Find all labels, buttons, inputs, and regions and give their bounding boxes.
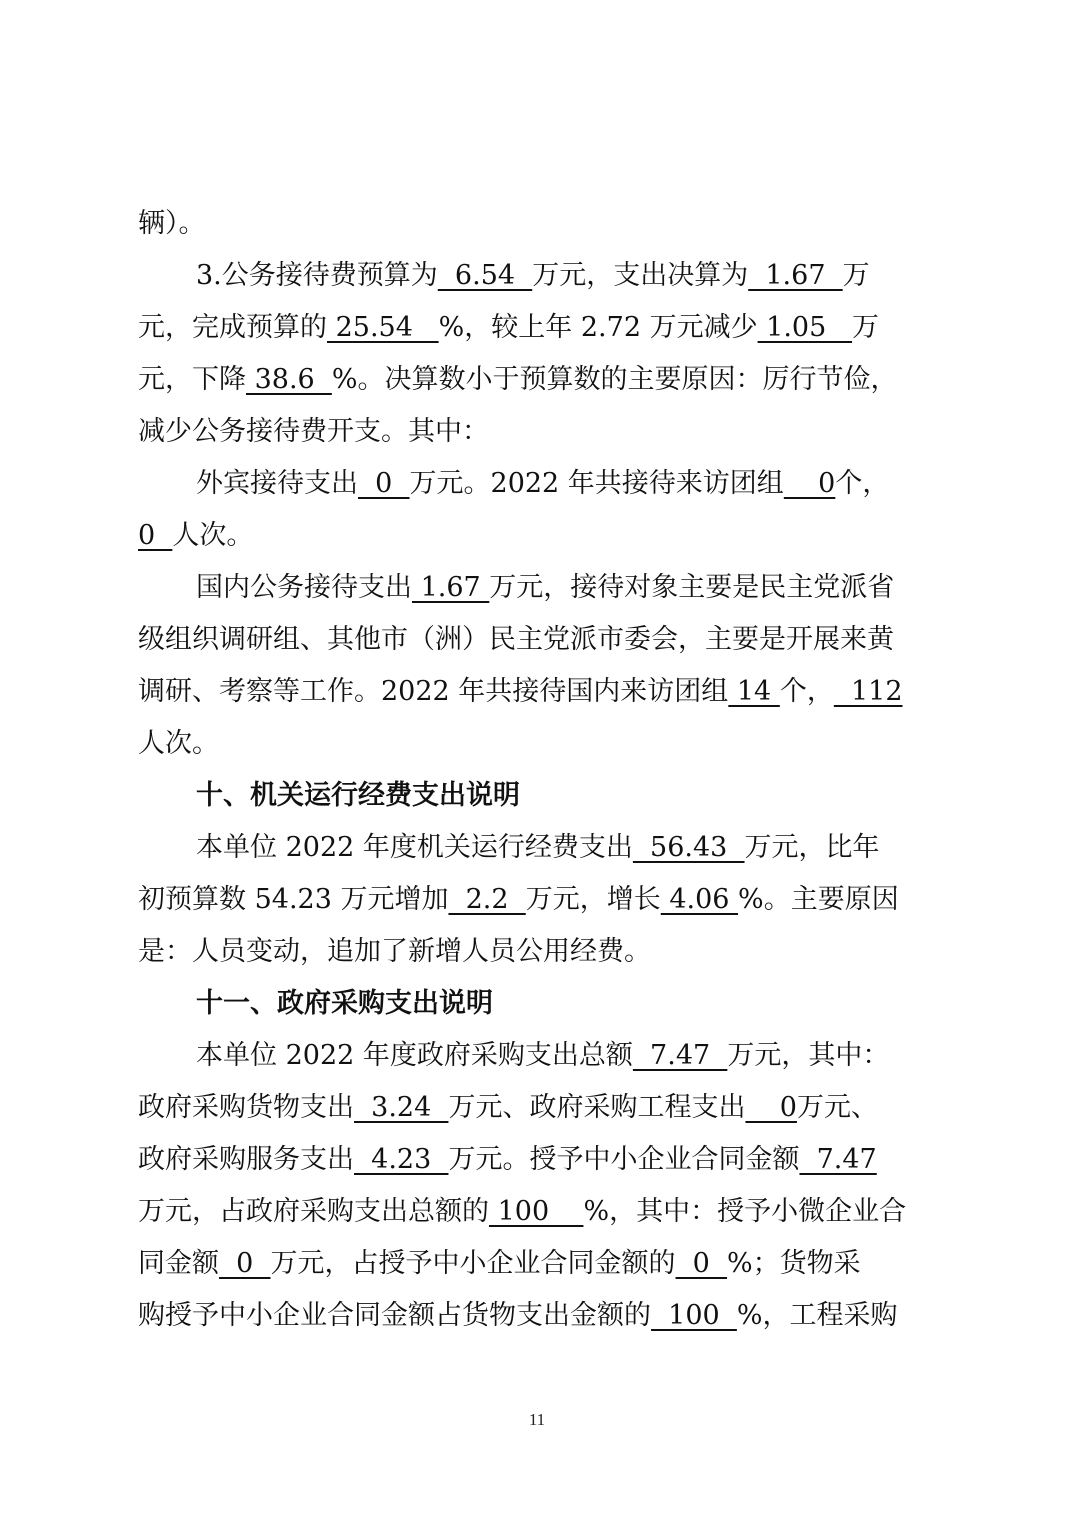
filled-value: 0 [783, 468, 836, 499]
text-line [138, 1030, 938, 1082]
text-segment: 万元，支出决算为 [532, 260, 749, 291]
text-segment: 万元，占政府采购支出总额的 [138, 1196, 489, 1227]
filled-value: 0 [138, 520, 173, 551]
text-line [138, 406, 938, 458]
text-segment: 万元，接待对象主要是民主党派省 [489, 572, 895, 603]
text-line [138, 510, 938, 562]
text-segment: 是：人员变动，追加了新增人员公用经费。 [138, 936, 651, 967]
page-number: 11 [528, 1410, 546, 1429]
text-segment: %。主要原因 [738, 884, 899, 915]
filled-value: 0 [219, 1248, 271, 1279]
text-segment: 万元，占授予中小企业合同金额的 [270, 1248, 676, 1279]
text-segment: 万元、 [796, 1092, 878, 1123]
text-segment: 调研、考察等工作。2022 年共接待国内来访团组 [138, 676, 729, 707]
text-segment: 政府采购货物支出 [138, 1092, 354, 1123]
filled-value: 7.47 [632, 1040, 728, 1071]
text-line [138, 1238, 938, 1290]
text-segment: 3.公务接待费预算为 [196, 260, 438, 291]
filled-value: 0 [675, 1248, 728, 1279]
filled-value: 4.23 [354, 1144, 449, 1175]
text-segment: 国内公务接待支出 [196, 572, 412, 603]
filled-value: 100 [489, 1196, 584, 1227]
text-segment: 同金额 [138, 1248, 219, 1279]
text-segment: 元，完成预算的 [138, 312, 327, 343]
text-segment: 人次。 [172, 520, 254, 551]
text-line [138, 198, 938, 250]
filled-value: 4.06 [660, 884, 739, 915]
filled-value: 0 [745, 1092, 797, 1123]
text-segment: 十、机关运行经费支出说明 [196, 780, 520, 811]
text-segment: 本单位 2022 年度机关运行经费支出 [196, 832, 633, 863]
filled-value: 112 [833, 676, 903, 707]
text-segment: 万元。2022 年共接待来访团组 [409, 468, 784, 499]
text-segment: 个， [779, 676, 834, 707]
text-segment: 万元。授予中小企业合同金额 [448, 1144, 800, 1175]
text-line [138, 562, 938, 614]
text-segment: 万元、政府采购工程支出 [448, 1092, 746, 1123]
filled-value: 2.2 [448, 884, 526, 915]
section-heading [138, 978, 938, 1030]
text-segment: %。决算数小于预算数的主要原因：厉行节俭， [331, 364, 898, 395]
text-line [138, 250, 938, 302]
text-segment: 万 [852, 312, 880, 343]
text-segment: 减少公务接待费开支。其中： [138, 416, 489, 447]
text-line [138, 458, 938, 510]
text-segment: 购授予中小企业合同金额占货物支出金额的 [138, 1300, 651, 1331]
filled-value: 1.67 [412, 572, 490, 603]
text-line [138, 926, 938, 978]
text-line [138, 1082, 938, 1134]
text-line [138, 302, 938, 354]
text-segment: 万元，其中： [727, 1040, 890, 1071]
filled-value: 6.54 [437, 260, 533, 291]
body-text [138, 198, 938, 1342]
text-segment: 外宾接待支出 [196, 468, 358, 499]
filled-value: 25.54 [327, 312, 439, 343]
text-line [138, 718, 938, 770]
text-segment: 本单位 2022 年度政府采购支出总额 [196, 1040, 633, 1071]
text-segment: %，较上年 2.72 万元减少 [438, 312, 758, 343]
text-segment: %；货物采 [727, 1248, 861, 1279]
text-line [138, 354, 938, 406]
text-segment: 辆）。 [138, 208, 206, 239]
text-segment: 元，下降 [138, 364, 246, 395]
text-segment: 政府采购服务支出 [138, 1144, 354, 1175]
text-segment: 十一、政府采购支出说明 [196, 988, 493, 1019]
text-segment: 人次。 [138, 728, 219, 759]
section-heading [138, 770, 938, 822]
text-segment: %，工程采购 [736, 1300, 898, 1331]
filled-value: 7.47 [799, 1144, 877, 1175]
text-line [138, 822, 938, 874]
filled-value: 14 [728, 676, 780, 707]
text-segment: %，其中：授予小微企业合 [583, 1196, 907, 1227]
filled-value: 0 [358, 468, 410, 499]
text-line [138, 1134, 938, 1186]
text-line [138, 614, 938, 666]
filled-value: 1.05 [757, 312, 853, 343]
filled-value: 3.24 [354, 1092, 449, 1123]
text-segment: 个， [835, 468, 890, 499]
text-segment: 万元，增长 [525, 884, 661, 915]
text-line [138, 1290, 938, 1342]
text-line [138, 1186, 938, 1238]
filled-value: 38.6 [246, 364, 332, 395]
text-segment: 初预算数 54.23 万元增加 [138, 884, 449, 915]
text-line [138, 874, 938, 926]
text-segment: 万元，比年 [744, 832, 880, 863]
text-segment: 级组织调研组、其他市（洲）民主党派市委会，主要是开展来黄 [138, 624, 894, 655]
filled-value: 56.43 [632, 832, 745, 863]
text-line [138, 666, 938, 718]
filled-value: 1.67 [748, 260, 843, 291]
text-segment: 万 [842, 260, 870, 291]
filled-value: 100 [651, 1300, 737, 1331]
